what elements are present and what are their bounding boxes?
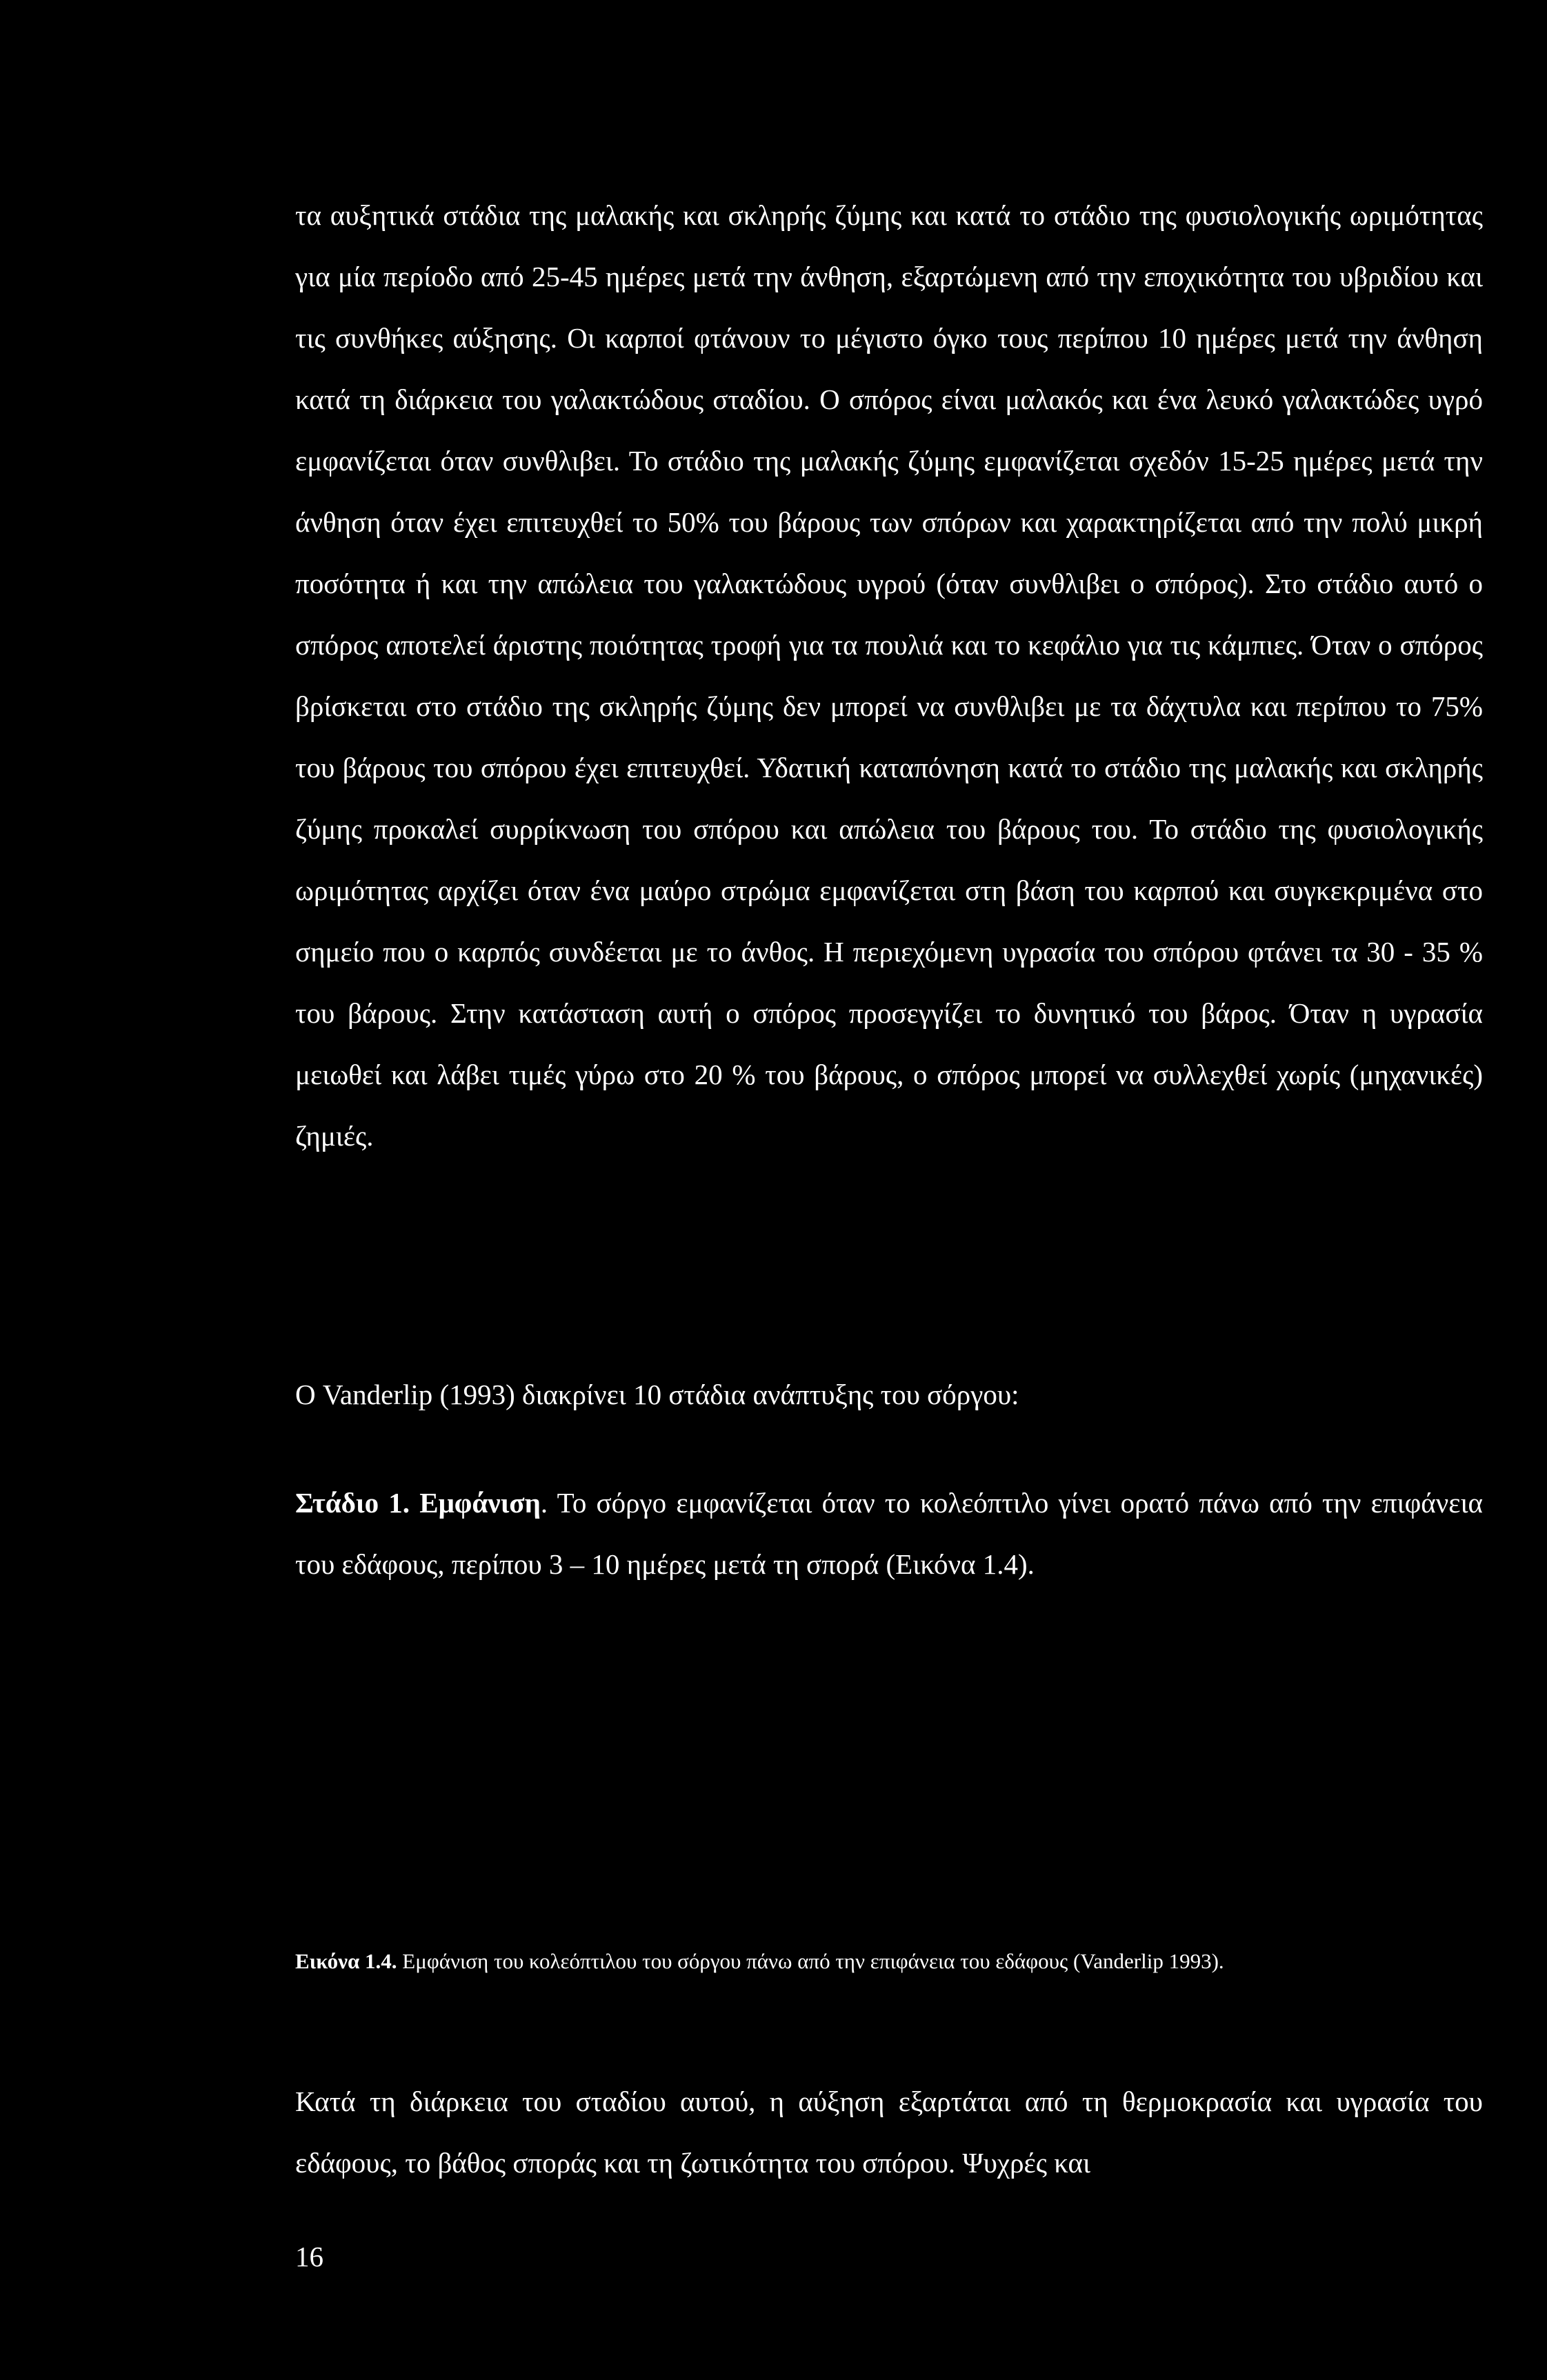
stage-1-heading: Στάδιο 1. Εμφάνιση xyxy=(295,1487,541,1519)
stage-1-description: . Το σόργο εμφανίζεται όταν το κολεόπτιλο γίνει ορατό πάνω από την επιφάνεια του εδάφους, περίπου 3 – 10 ημέρες μετά τη σπορά (Εικόνα 1.4). xyxy=(295,1487,1484,1580)
body-paragraph-stage-1 xyxy=(295,1472,1483,1595)
figure-caption-label: Εικόνα 1.4. xyxy=(295,1949,397,1973)
figure-1-4-image-area xyxy=(295,1614,1483,1938)
body-paragraph-stages-intro: Ο Vanderlip (1993) διακρίνει 10 στάδια ανάπτυξης του σόργου: xyxy=(295,1379,1019,1410)
figure-caption xyxy=(295,1946,1454,1977)
body-paragraph-emergence-factors: Κατά τη διάρκεια του σταδίου αυτού, η αύξηση εξαρτάται από τη θερμοκρασία και υγρασία του εδάφους, το βάθος σποράς και τη ζωτικότητα του σπόρου. Ψυχρές και xyxy=(295,2086,1483,2179)
figure-caption-text: Εμφάνιση του κολεόπτιλου του σόργου πάνω από την επιφάνεια του εδάφους (Vanderlip 1993). xyxy=(397,1949,1224,1973)
page-number: 16 xyxy=(295,2241,323,2272)
body-paragraph-grain-filling: τα αυξητικά στάδια της μαλακής και σκληρής ζύμης και κατά το στάδιο της φυσιολογικής ωριμότητας για μία περίοδο από 25-45 ημέρες μετά την άνθηση, εξαρτώμενη από την εποχικότητα του υβριδίου και τις συνθήκες αύξησης. Οι καρποί φτάνουν το μέγιστο όγκο τους περίπου 10 ημέρες μετά την άνθηση κατά τη διάρκεια του γαλακτώδους σταδίου. Ο σπόρος είναι μαλακός και ένα λευκό γαλακτώδες υγρό εμφανίζεται όταν συνθλιβει. Το στάδιο της μαλακής ζύμης εμφανίζεται σχεδόν 15-25 ημέρες μετά την άνθηση όταν έχει επιτευχθεί το 50% του βάρους των σπόρων και χαρακτηρίζεται από την πολύ μικρή ποσότητα ή και την απώλεια του γαλακτώδους υγρού (όταν συνθλιβει ο σπόρος). Στο στάδιο αυτό ο σπόρος αποτελεί άριστης ποιότητας τροφή για τα πουλιά και το κεφάλιο για τις κάμπιες. Όταν ο σπόρος βρίσκεται στο στάδιο της σκληρής ζύμης δεν μπορεί να συνθλιβει με τα δάχτυλα και περίπου το 75% του βάρους του σπόρου έχει επιτευχθεί. Υδατική καταπόνηση κατά το στάδιο της μαλακής και σκληρής ζύμης προκαλεί συρρίκνωση του σπόρου και απώλεια του βάρους του. Το στάδιο της φυσιολογικής ωριμότητας αρχίζει όταν ένα μαύρο στρώμα εμφανίζεται στη βάση του καρπού και συγκεκριμένα στο σημείο που ο καρπός συνδέεται με το άνθος. Η περιεχόμενη υγρασία του σπόρου φτάνει τα 30 - 35 % του βάρους. Στην κατάσταση αυτή ο σπόρος προσεγγίζει το δυνητικό του βάρος. Όταν η υγρασία μειωθεί και λάβει τιμές γύρω στο 20 % του βάρους, ο σπόρος μπορεί να συλλεχθεί χωρίς (μηχανικές) ζημιές. xyxy=(295,199,1483,1152)
